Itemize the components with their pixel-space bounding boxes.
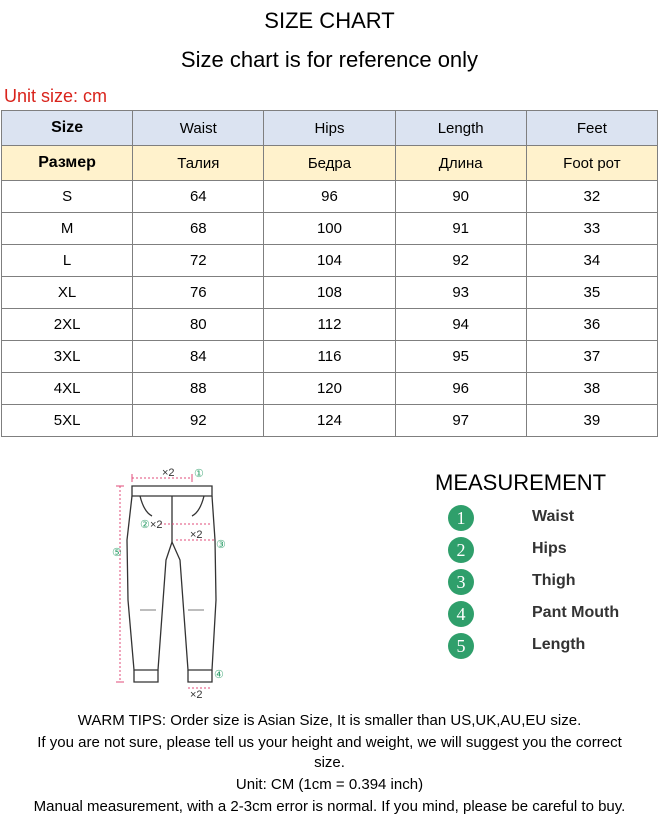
page-title: SIZE CHART [264,8,395,33]
header-size-ru: Размер [2,146,133,181]
mouth-mark-x2: ×2 [190,689,203,700]
value-cell: 37 [526,341,657,373]
measurement-label: Thigh [532,572,576,589]
thigh-mark-x2: ×2 [190,529,203,541]
table-header-row-ru [2,146,658,181]
header-length: Length [395,111,526,146]
value-cell: 76 [133,277,264,309]
table-row [2,181,658,213]
value-cell: 80 [133,309,264,341]
tips-line-2: If you are not sure, please tell us your height and weight, we will suggest you the correct [37,734,622,751]
table-header-row [2,111,658,146]
value-cell: 68 [133,213,264,245]
value-cell: 112 [264,309,395,341]
tips-line-5: Manual measurement, with a 2-3cm error is normal. If you mind, please be careful to buy. [33,798,626,815]
value-cell: 96 [264,181,395,213]
header-hips: Hips [264,111,395,146]
tips-line-1: WARM TIPS: Order size is Asian Size, It is smaller than US,UK,AU,EU size. [77,712,582,729]
pants-diagram [100,460,240,700]
header-waist-ru: Талия [133,146,264,181]
measurement-title: MEASUREMENT [435,470,607,495]
header-waist: Waist [133,111,264,146]
value-cell: 64 [133,181,264,213]
measurement-label: Pant Mouth [532,604,620,621]
tips-line-4: Unit: CM (1cm = 0.394 inch) [235,776,424,793]
left-pocket [140,496,152,516]
value-cell: 97 [395,405,526,437]
tips-line-3: size. [314,754,345,771]
hips-mark-num: ② [140,519,150,531]
value-cell: 95 [395,341,526,373]
value-cell: 88 [133,373,264,405]
value-cell: 34 [526,245,657,277]
table-row [2,213,658,245]
value-cell: 96 [395,373,526,405]
value-cell: 39 [526,405,657,437]
value-cell: 108 [264,277,395,309]
right-hem [188,670,212,682]
size-cell: XL [2,277,133,309]
value-cell: 116 [264,341,395,373]
right-pocket [192,496,204,516]
table-row [2,245,658,277]
size-cell: 4XL [2,373,133,405]
value-cell: 33 [526,213,657,245]
number-badge-icon: 3 [448,569,474,595]
thigh-mark-num: ③ [216,539,226,551]
length-mark-num: ⑤ [112,547,122,559]
size-table [1,110,658,437]
value-cell: 36 [526,309,657,341]
value-cell: 35 [526,277,657,309]
measurement-label: Length [532,636,586,653]
waist-mark-x2: ×2 [162,467,175,479]
table-row [2,341,658,373]
size-cell: 3XL [2,341,133,373]
waist-mark-num: ① [194,468,204,480]
size-cell: L [2,245,133,277]
measurement-label: Waist [532,508,575,525]
table-row [2,277,658,309]
left-hem [134,670,158,682]
measurement-label: Hips [532,540,567,557]
value-cell: 92 [133,405,264,437]
value-cell: 92 [395,245,526,277]
header-feet-ru: Foot рот [526,146,657,181]
number-badge-icon: 4 [448,601,474,627]
value-cell: 84 [133,341,264,373]
value-cell: 104 [264,245,395,277]
table-row [2,373,658,405]
mouth-mark-num: ④ [214,669,224,681]
header-length-ru: Длина [395,146,526,181]
size-cell: S [2,181,133,213]
table-row [2,405,658,437]
table-row [2,309,658,341]
value-cell: 38 [526,373,657,405]
waistband-outline [132,486,212,496]
header-hips-ru: Бедра [264,146,395,181]
value-cell: 120 [264,373,395,405]
value-cell: 32 [526,181,657,213]
value-cell: 100 [264,213,395,245]
value-cell: 90 [395,181,526,213]
number-badge-icon: 5 [448,633,474,659]
value-cell: 91 [395,213,526,245]
header-feet: Feet [526,111,657,146]
unit-label: Unit size: cm [4,86,108,106]
value-cell: 72 [133,245,264,277]
value-cell: 93 [395,277,526,309]
size-cell: M [2,213,133,245]
hips-mark-x2: ×2 [150,519,163,531]
size-cell: 2XL [2,309,133,341]
number-badge-icon: 2 [448,537,474,563]
page-subtitle: Size chart is for reference only [180,47,479,72]
size-cell: 5XL [2,405,133,437]
value-cell: 124 [264,405,395,437]
number-badge-icon: 1 [448,505,474,531]
header-size: Size [2,111,133,146]
value-cell: 94 [395,309,526,341]
